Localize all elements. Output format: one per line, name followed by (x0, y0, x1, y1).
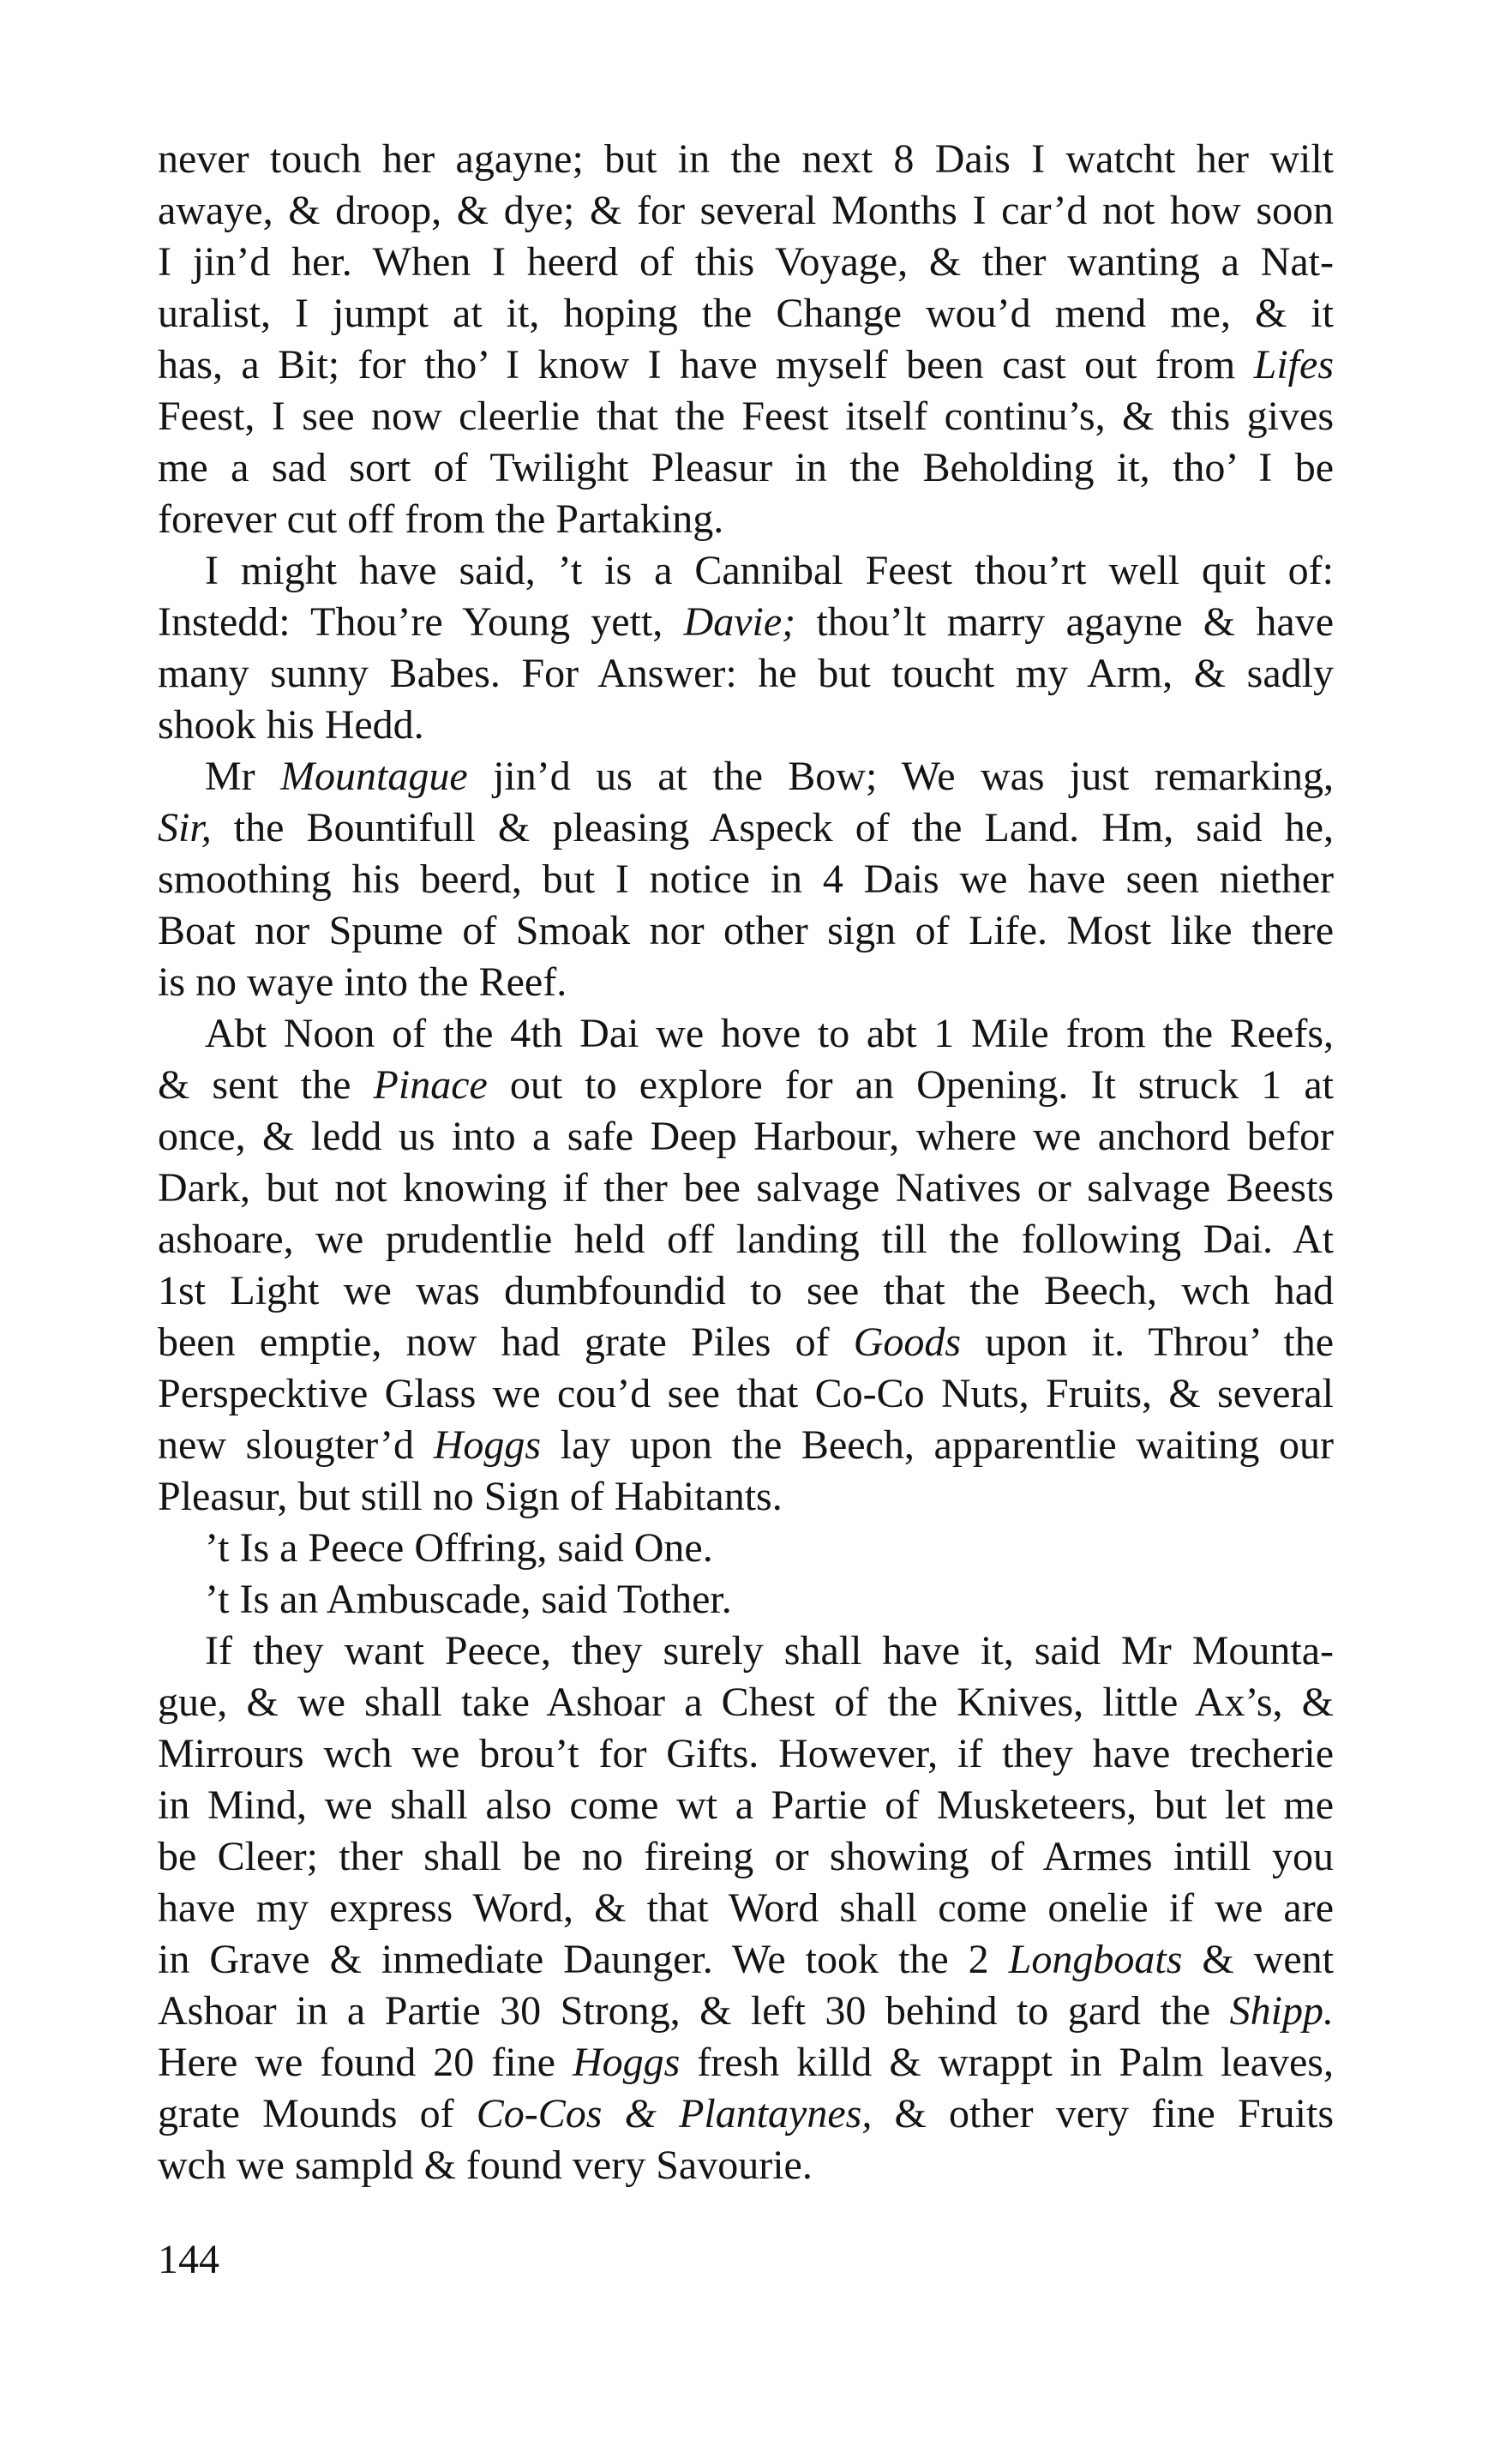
text-run: been emptie, now had grate Piles of (158, 1319, 854, 1365)
text-run: fresh killd & wrappt in Palm leaves, (680, 2040, 1334, 2085)
text-run: Ashoar in a Partie 30 Strong, & left 30 behind to gard the (158, 1988, 1230, 2034)
page-number: 144 (158, 2237, 219, 2282)
italic-text: Shipp. (1229, 1988, 1334, 2034)
text-line (158, 391, 1334, 442)
text-line (158, 1677, 1334, 1728)
text-line (158, 2088, 1334, 2140)
text-run: Boat nor Spume of Smoak nor other sign of Life. Most like there (158, 908, 1334, 953)
text-run: I might have said, ’t is a Cannibal Feest thou’rt well quit of: (205, 548, 1334, 593)
text-run: ’t Is an Ambuscade, said Tother. (205, 1577, 732, 1622)
paragraph (158, 545, 1334, 751)
text-line (158, 442, 1334, 494)
text-run: new slougter’d (158, 1422, 434, 1468)
text-line (158, 2037, 1334, 2088)
italic-text: Mountague (280, 754, 468, 799)
text-run: Mr (205, 754, 281, 799)
text-line (158, 648, 1334, 700)
text-line (158, 1368, 1334, 1420)
text-line (158, 802, 1334, 854)
italic-text: Sir, (158, 805, 212, 850)
text-line (158, 1265, 1334, 1317)
text-run: If they want Peece, they surely shall have it, said Mr Mounta- (205, 1628, 1334, 1674)
text-run: has, a Bit; for tho’ I know I have myself been cast out from (158, 342, 1254, 388)
text-run: forever cut off from the Partaking. (158, 496, 724, 542)
text-run: out to explore for an Opening. It struck 1 at (487, 1062, 1334, 1108)
text-run: Abt Noon of the 4th Dai we hove to abt 1 Mile from the Reefs, (205, 1011, 1334, 1056)
text-run: Instedd: Thou’re Young yett, (158, 599, 684, 645)
text-run: wch we sampld & found very Savourie. (158, 2142, 813, 2188)
text-run: Dark, but not knowing if ther bee salvage Natives or salvage Beests (158, 1165, 1334, 1211)
paragraph (158, 134, 1334, 545)
text-line (158, 185, 1334, 237)
text-run: have my express Word, & that Word shall come onelie if we are (158, 1885, 1334, 1931)
text-run: upon it. Throu’ the (961, 1319, 1334, 1365)
text-run: & other very fine Fruits (872, 2091, 1335, 2136)
text-run: uralist, I jumpt at it, hoping the Change wou’d mend me, & it (158, 291, 1334, 336)
text-line (158, 1934, 1334, 1986)
text-run: in Mind, we shall also come wt a Partie of Musketeers, but let me (158, 1782, 1334, 1828)
body-text (158, 134, 1334, 2191)
text-line (158, 905, 1334, 957)
text-run: & sent the (158, 1062, 374, 1108)
text-line (158, 1986, 1334, 2037)
text-run: gue, & we shall take Ashoar a Chest of the Knives, little Ax’s, & (158, 1680, 1334, 1725)
text-run: smoothing his beerd, but I notice in 4 Dais we have seen niether (158, 856, 1334, 902)
text-run: Here we found 20 fine (158, 2040, 573, 2085)
text-run: be Cleer; ther shall be no fireing or showing of Armes intill you (158, 1834, 1334, 1879)
italic-text: Co-Cos & Plantaynes, (476, 2091, 873, 2136)
text-line (158, 340, 1334, 391)
text-line (158, 1214, 1334, 1265)
text-line (158, 545, 1334, 597)
text-line (158, 1471, 1334, 1523)
italic-text: Pinace (373, 1062, 488, 1108)
text-line (158, 237, 1334, 288)
italic-text: Hoggs (572, 2040, 681, 2085)
italic-text: Goods (853, 1319, 962, 1365)
text-line (158, 1831, 1334, 1883)
text-line (158, 288, 1334, 340)
text-run: once, & ledd us into a safe Deep Harbour, where we anchord befor (158, 1114, 1334, 1159)
text-run: ashoare, we prudentlie held off landing till the following Dai. At (158, 1217, 1334, 1262)
italic-text: Hoggs (433, 1422, 542, 1468)
text-run: many sunny Babes. For Answer: he but toucht my Arm, & sadly (158, 651, 1334, 696)
text-run: the Bountifull & pleasing Aspeck of the Land. Hm, said he, (211, 805, 1334, 850)
text-line (158, 1574, 1334, 1626)
italic-text: Davie; (683, 599, 796, 645)
text-run: grate Mounds of (158, 2091, 477, 2136)
text-run: awaye, & droop, & dye; & for several Months I car’d not how soon (158, 188, 1334, 233)
paragraph (158, 1008, 1334, 1523)
text-line (158, 597, 1334, 648)
text-line (158, 1780, 1334, 1831)
text-run: Mirrours wch we brou’t for Gifts. However, if they have trecherie (158, 1731, 1334, 1776)
text-line (158, 1008, 1334, 1060)
text-run: 1st Light we was dumbfoundid to see that the Beech, wch had (158, 1268, 1334, 1313)
text-run: I jin’d her. When I heerd of this Voyage, & ther wanting a Nat- (158, 239, 1334, 285)
text-line (158, 854, 1334, 905)
text-line (158, 134, 1334, 185)
text-line (158, 1728, 1334, 1780)
text-line (158, 1317, 1334, 1368)
text-run: & went (1182, 1937, 1335, 1982)
paragraph (158, 1574, 1334, 1626)
italic-text: Lifes (1253, 342, 1334, 388)
paragraph (158, 751, 1334, 1008)
paragraph (158, 1626, 1334, 2191)
text-line (158, 1060, 1334, 1111)
text-line (158, 2140, 1334, 2191)
text-run: is no waye into the Reef. (158, 959, 567, 1005)
text-line (158, 1163, 1334, 1214)
text-run: ’t Is a Peece Offring, said One. (205, 1525, 713, 1571)
text-run: me a sad sort of Twilight Pleasur in the Beholding it, tho’ I be (158, 445, 1334, 490)
text-run: in Grave & inmediate Daunger. We took the 2 (158, 1937, 1009, 1982)
text-line (158, 957, 1334, 1008)
text-run: jin’d us at the Bow; We was just remarking, (467, 754, 1334, 799)
text-run: Perspecktive Glass we cou’d see that Co-Co Nuts, Fruits, & several (158, 1371, 1334, 1416)
text-run: never touch her agayne; but in the next 8 Dais I watcht her wilt (158, 136, 1334, 182)
paragraph (158, 1523, 1334, 1574)
text-run: thou’lt marry agayne & have (795, 599, 1334, 645)
text-line (158, 700, 1334, 751)
text-line (158, 751, 1334, 802)
text-line (158, 1111, 1334, 1163)
text-run: lay upon the Beech, apparentlie waiting our (541, 1422, 1334, 1468)
text-line (158, 1420, 1334, 1471)
text-run: shook his Hedd. (158, 702, 424, 748)
text-line (158, 1883, 1334, 1934)
text-line (158, 494, 1334, 545)
text-run: Pleasur, but still no Sign of Habitants. (158, 1474, 783, 1519)
text-line (158, 1523, 1334, 1574)
text-line (158, 1626, 1334, 1677)
italic-text: Longboats (1008, 1937, 1183, 1982)
text-run: Feest, I see now cleerlie that the Feest itself continu’s, & this gives (158, 394, 1334, 439)
